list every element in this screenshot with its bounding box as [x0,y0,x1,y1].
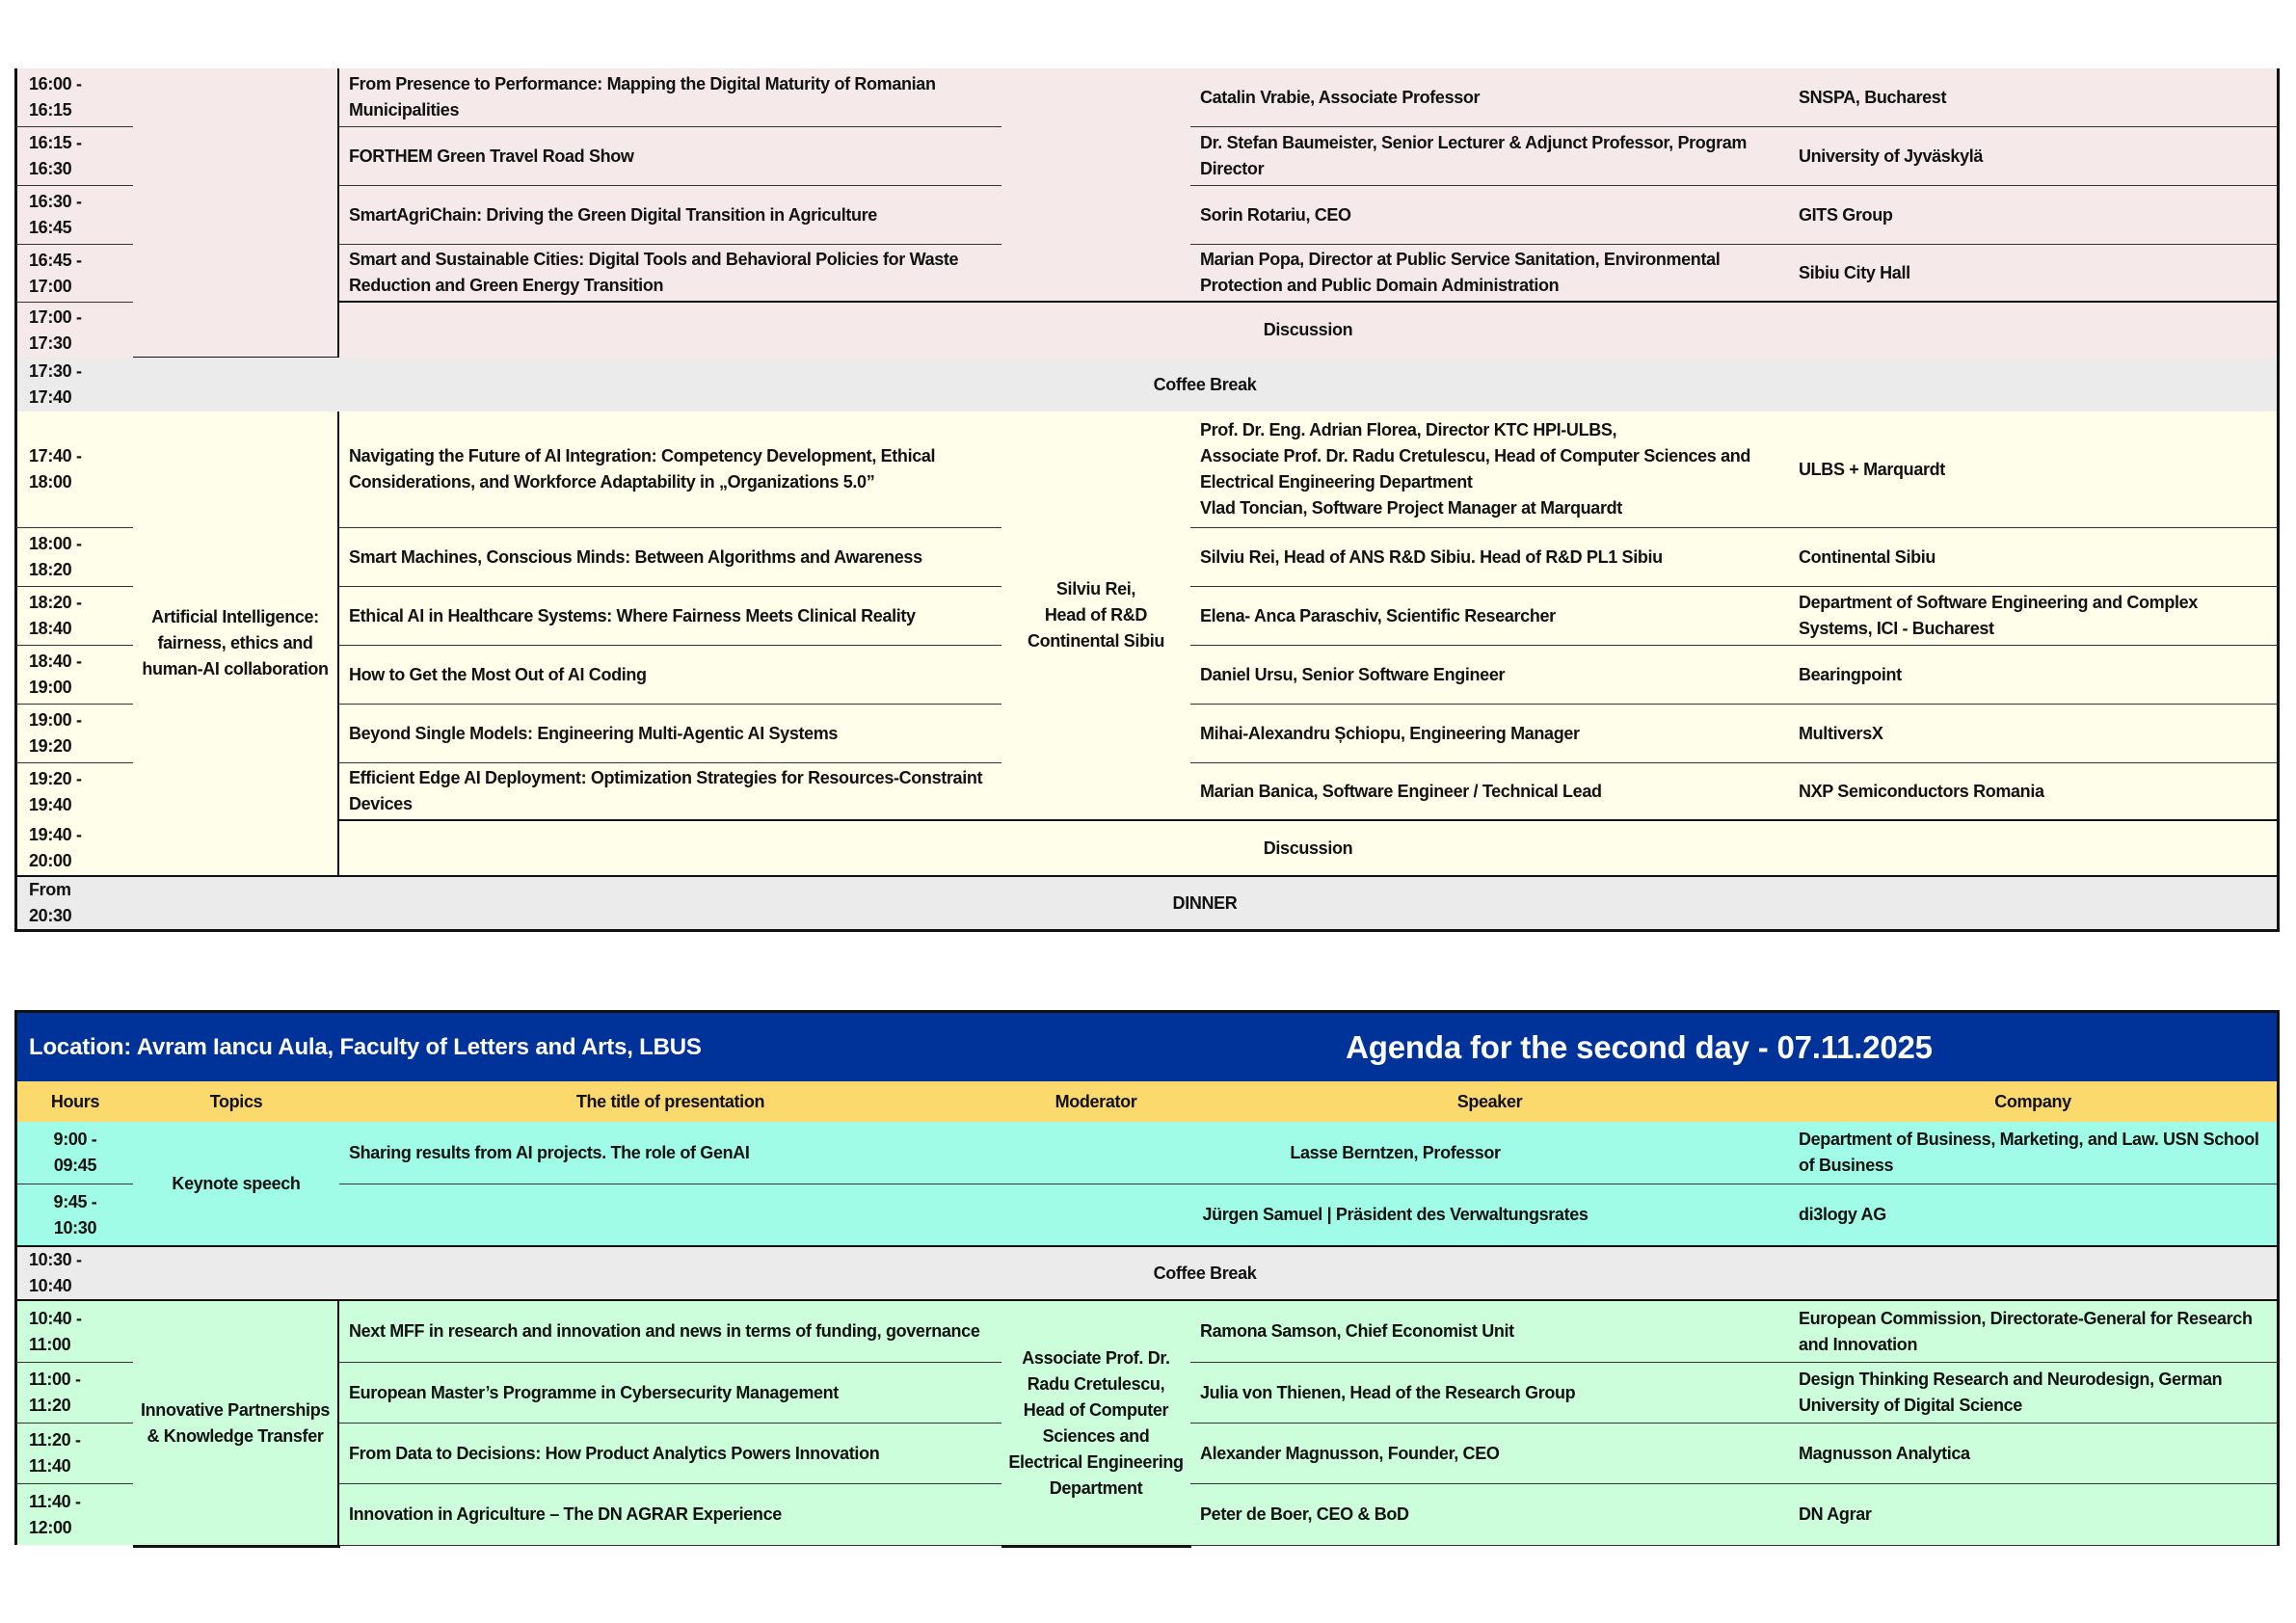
topic-text: Keynote speech [172,1173,301,1193]
header-text: Moderator [1055,1091,1137,1111]
company-text: ULBS + Marquardt [1799,459,1945,479]
company-text: di3logy AG [1799,1205,1886,1224]
speaker-cell [1190,1484,1790,1546]
header-text: Topics [209,1091,263,1111]
title-text: How to Get the Most Out of AI Coding [349,664,647,684]
speaker-cell [1190,186,1790,245]
presentation-title [339,68,1002,127]
title-text: Sharing results from AI projects. The role of GenAI [349,1142,750,1162]
speaker-cell [1190,127,1790,186]
title-text: Innovation in Agriculture – The DN AGRAR Experience [349,1504,782,1524]
hours-end: 20:00 [29,851,72,870]
hours-start: 19:40 - [29,825,82,844]
title-text: Smart Machines, Conscious Minds: Between Algorithms and Awareness [349,546,922,567]
hours-cell [14,245,134,303]
hours-cell [14,1363,134,1423]
hours-end: 16:45 [29,218,72,237]
speaker-cell [1001,1184,1790,1248]
company-text: Department of Software Engineering and Complex Systems, ICI - Bucharest [1799,593,2198,638]
company-cell [1789,1301,2280,1363]
speaker-text: Mihai-Alexandru Șchiopu, Engineering Manager [1200,723,1580,743]
speaker-text: Sorin Rotariu, CEO [1200,204,1351,225]
hours-cell [14,1122,134,1184]
hours-cell [14,821,134,878]
hours-end: 18:40 [29,619,72,638]
dinner-row [133,877,2280,932]
title-text: Smart and Sustainable Cities: Digital Tools and Behavioral Policies for Waste Reduction and Green Energy Transition [349,250,959,295]
speaker-cell [1190,528,1790,587]
topic-cell [133,1122,340,1248]
company-cell [1789,763,2280,822]
company-cell [1789,646,2280,705]
title-text: European Master’s Programme in Cybersecurity Management [349,1382,839,1402]
moderator-company: Continental Sibiu [1027,631,1165,651]
hours-end: 19:20 [29,736,72,756]
speaker-cell [1190,587,1790,646]
presentation-title [339,1484,1002,1546]
hours-end: 17:40 [29,387,72,407]
hours-start: 18:00 - [29,534,82,553]
moderator-cell [1001,412,1191,822]
company-cell [1789,186,2280,245]
hours-start: 11:00 - [29,1370,81,1389]
hours-start: From [29,880,71,899]
speaker-text: Julia von Thienen, Head of the Research Group [1200,1382,1576,1402]
discussion-row [339,303,2280,358]
company-text: MultiversX [1799,723,1883,743]
topic-text: Artificial Intelligence: fairness, ethics and human-AI collaboration [142,607,329,678]
presentation-title [339,646,1002,705]
column-header-topics [133,1081,340,1123]
title-text: Ethical AI in Healthcare Systems: Where Fairness Meets Clinical Reality [349,605,916,625]
moderator-cell-continued [1001,68,1191,304]
hours-start: 10:40 - [29,1308,82,1328]
company-cell [1789,587,2280,646]
presentation-title [339,528,1002,587]
header-text: Speaker [1456,1091,1523,1111]
company-cell [1789,1122,2280,1184]
hours-start: 17:30 - [29,361,82,381]
hours-end: 20:30 [29,906,72,925]
speaker-line: Vlad Toncian, Software Project Manager at Marquardt [1200,498,1622,518]
speaker-text: Ramona Samson, Chief Economist Unit [1200,1321,1514,1341]
speaker-text: Marian Popa, Director at Public Service Sanitation, Environmental Protection and Public Domain Administration [1200,250,1721,295]
title-text: Efficient Edge AI Deployment: Optimization Strategies for Resources-Constraint Devices [349,768,983,813]
topic-text: Innovative Partnerships & Knowledge Transfer [141,1399,331,1446]
moderator-cell [1001,1301,1191,1548]
company-text: DN Agrar [1799,1504,1872,1524]
title-text: Navigating the Future of AI Integration: Competency Development, Ethical Considerations, and Workforce Adaptability in „Organizations 5.0” [349,446,936,492]
company-text: Department of Business, Marketing, and Law. USN School of Business [1799,1130,2259,1175]
hours-cell [14,528,134,587]
presentation-title [339,1122,1002,1184]
speaker-cell [1190,68,1790,127]
speaker-cell [1190,1301,1790,1363]
company-cell [1789,705,2280,763]
hours-cell [14,587,134,646]
discussion-row [339,821,2280,878]
hours-cell [14,412,134,528]
location-text: Location: Avram Iancu Aula, Faculty of Letters and Arts, LBUS [29,1034,702,1060]
company-text: University of Jyväskylä [1799,146,1984,166]
speaker-text: Catalin Vrabie, Associate Professor [1200,87,1481,107]
hours-start: 11:20 - [29,1430,81,1450]
hours-cell [14,1301,134,1363]
hours-end: 11:40 [29,1456,71,1476]
hours-end: 19:40 [29,795,72,814]
presentation-title [339,412,1002,528]
hours-end: 12:00 [29,1517,72,1537]
hours-end: 19:00 [29,678,72,697]
company-text: GITS Group [1799,204,1893,225]
speaker-cell [1190,1423,1790,1484]
hours-start: 18:40 - [29,652,82,671]
agenda-title [1001,1010,2280,1082]
hours-start: 16:15 - [29,133,82,152]
header-text: Hours [50,1091,100,1111]
speaker-text: Silviu Rei, Head of ANS R&D Sibiu. Head of R&D PL1 Sibiu [1200,546,1663,567]
company-cell [1789,1423,2280,1484]
company-cell [1789,412,2280,528]
speaker-text: Elena- Anca Paraschiv, Scientific Researcher [1200,605,1556,625]
title-text: FORTHEM Green Travel Road Show [349,146,634,166]
company-text: Bearingpoint [1799,664,1902,684]
title-text: Next MFF in research and innovation and news in terms of funding, governance [349,1321,980,1341]
hours-start: 16:00 - [29,74,82,93]
column-header-hours [14,1081,134,1123]
presentation-title [339,1301,1002,1363]
hours-end: 18:20 [29,560,72,579]
speaker-cell [1190,763,1790,822]
company-cell [1789,245,2280,304]
company-cell [1789,127,2280,186]
column-header-moderator [1001,1081,1191,1123]
presentation-title [339,705,1002,763]
hours-cell [14,68,134,127]
presentation-title [339,1363,1002,1423]
speaker-text: Lasse Berntzen, Professor [1290,1142,1501,1162]
hours-cell [14,1184,134,1248]
hours-cell [14,705,134,763]
presentation-title [339,587,1002,646]
hours-start: 19:00 - [29,710,82,730]
speaker-text: Peter de Boer, CEO & BoD [1200,1504,1409,1524]
speaker-cell [1190,245,1790,304]
discussion-label: Discussion [1263,838,1353,858]
presentation-title [339,1184,1002,1248]
title-text: From Presence to Performance: Mapping the Digital Maturity of Romanian Municipalities [349,74,936,120]
company-text: SNSPA, Bucharest [1799,87,1947,107]
dinner-label: DINNER [1172,892,1238,913]
hours-cell [14,877,134,932]
company-cell [1789,1484,2280,1546]
hours-cell [14,127,134,186]
hours-end: 09:45 [53,1156,97,1175]
company-cell [1789,1184,2280,1248]
topic-cell [133,1301,340,1548]
presentation-title [339,1423,1002,1484]
hours-end: 11:20 [29,1396,71,1415]
presentation-title [339,186,1002,245]
column-header-speaker [1190,1081,1790,1123]
speaker-text: Dr. Stefan Baumeister, Senior Lecturer & Adjunct Professor, Program Director [1200,133,1748,178]
column-header-company [1789,1081,2280,1123]
speaker-line: Associate Prof. Dr. Radu Cretulescu, Head of Computer Sciences and Electrical Engineering Department [1200,446,1751,492]
speaker-text: Marian Banica, Software Engineer / Technical Lead [1200,781,1602,801]
hours-start: 10:30 - [29,1250,82,1269]
company-text: NXP Semiconductors Romania [1799,781,2044,801]
hours-cell [14,646,134,705]
speaker-cell [1001,1122,1790,1184]
coffee-break-label: Coffee Break [1153,374,1257,394]
coffee-break-row [133,358,2280,412]
hours-cell [14,1247,134,1302]
hours-start: 11:40 - [29,1491,81,1511]
moderator-role: Head of R&D [1044,605,1148,625]
hours-end: 10:30 [53,1217,97,1237]
speaker-text: Jürgen Samuel | Präsident des Verwaltungsrates [1202,1205,1589,1224]
moderator-name: Silviu Rei, [1055,579,1136,599]
topic-cell [133,412,340,878]
location-banner [14,1010,1002,1082]
hours-start: 16:30 - [29,192,82,211]
column-header-title [339,1081,1002,1123]
presentation-title [339,127,1002,186]
hours-start: 17:40 - [29,446,82,466]
hours-start: 16:45 - [29,250,82,270]
discussion-label: Discussion [1263,320,1353,339]
hours-cell [14,763,134,822]
speaker-cell [1190,705,1790,763]
header-text: Company [1994,1091,2071,1111]
hours-cell [14,186,134,245]
hours-end: 17:30 [29,333,72,353]
coffee-break-label: Coffee Break [1153,1263,1257,1283]
coffee-break-row [133,1247,2280,1302]
presentation-title [339,763,1002,822]
hours-start: 9:00 - [53,1130,97,1149]
company-cell [1789,68,2280,127]
hours-cell [14,1484,134,1545]
company-text: Sibiu City Hall [1799,262,1910,282]
speaker-text: Alexander Magnusson, Founder, CEO [1200,1443,1500,1463]
moderator-text: Associate Prof. Dr. Radu Cretulescu, Head of Computer Sciences and Electrical Engineering Department [1008,1347,1184,1498]
hours-start: 19:20 - [29,769,82,788]
hours-cell [14,1423,134,1484]
header-text: The title of presentation [575,1091,765,1111]
hours-end: 16:30 [29,159,72,178]
speaker-cell [1190,412,1790,528]
hours-end: 11:00 [29,1334,71,1354]
speaker-text: Daniel Ursu, Senior Software Engineer [1200,664,1506,684]
hours-start: 9:45 - [53,1191,97,1211]
hours-end: 18:00 [29,472,72,492]
title-text: SmartAgriChain: Driving the Green Digital Transition in Agriculture [349,204,877,225]
company-text: Continental Sibiu [1799,546,1936,567]
hours-cell [14,303,134,358]
title-text: From Data to Decisions: How Product Analytics Powers Innovation [349,1443,880,1463]
hours-cell [14,358,134,412]
speaker-cell [1190,646,1790,705]
company-text: European Commission, Directorate-General for Research and Innovation [1799,1308,2253,1354]
topic-cell-continued [133,68,340,359]
company-cell [1789,1363,2280,1423]
company-text: Design Thinking Research and Neurodesign, German University of Digital Science [1799,1370,2223,1415]
title-text: Beyond Single Models: Engineering Multi-Agentic AI Systems [349,723,839,743]
speaker-cell [1190,1363,1790,1423]
speaker-line: Prof. Dr. Eng. Adrian Florea, Director KTC HPI-ULBS, [1200,420,1617,439]
hours-end: 17:00 [29,276,72,296]
company-cell [1789,528,2280,587]
agenda-title-text: Agenda for the second day - 07.11.2025 [1346,1029,1933,1065]
hours-end: 10:40 [29,1276,72,1295]
hours-start: 17:00 - [29,306,82,327]
presentation-title [339,245,1002,304]
hours-start: 18:20 - [29,593,82,612]
company-text: Magnusson Analytica [1799,1443,1970,1463]
hours-end: 16:15 [29,100,72,120]
